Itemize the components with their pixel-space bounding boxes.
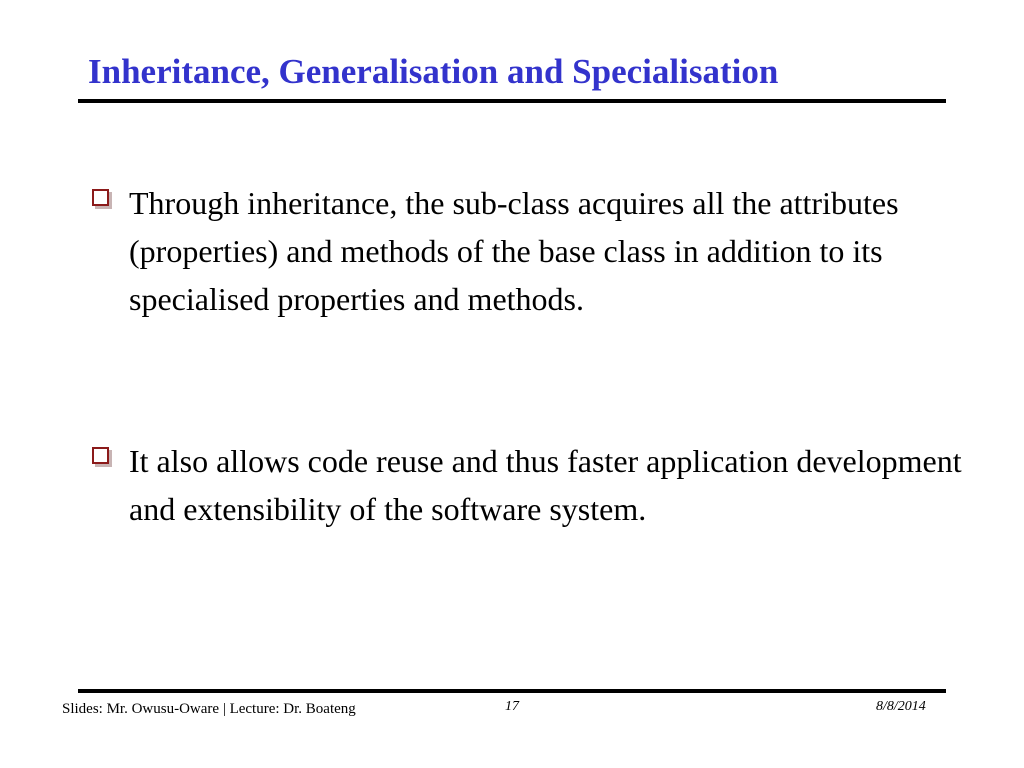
bullet-text: Through inheritance, the sub-class acquires all the attributes (properties) and methods of the base class in addition to its specialised properties and methods. [129,185,899,317]
hollow-square-bullet-icon [92,447,109,464]
bullet-text: It also allows code reuse and thus faster application development and extensibility of the software system. [129,443,962,527]
footer-credits: Slides: Mr. Owusu-Oware | Lecture: Dr. Boateng [62,701,356,717]
footer-divider [78,689,946,693]
bullet-item [92,179,972,323]
hollow-square-bullet-icon [92,189,109,206]
slide-number: 17 [505,699,519,714]
title-divider [78,99,946,103]
bullet-item [92,437,972,533]
slide-date: 8/8/2014 [876,699,926,714]
slide-title: Inheritance, Generalisation and Specialisation [88,52,779,91]
